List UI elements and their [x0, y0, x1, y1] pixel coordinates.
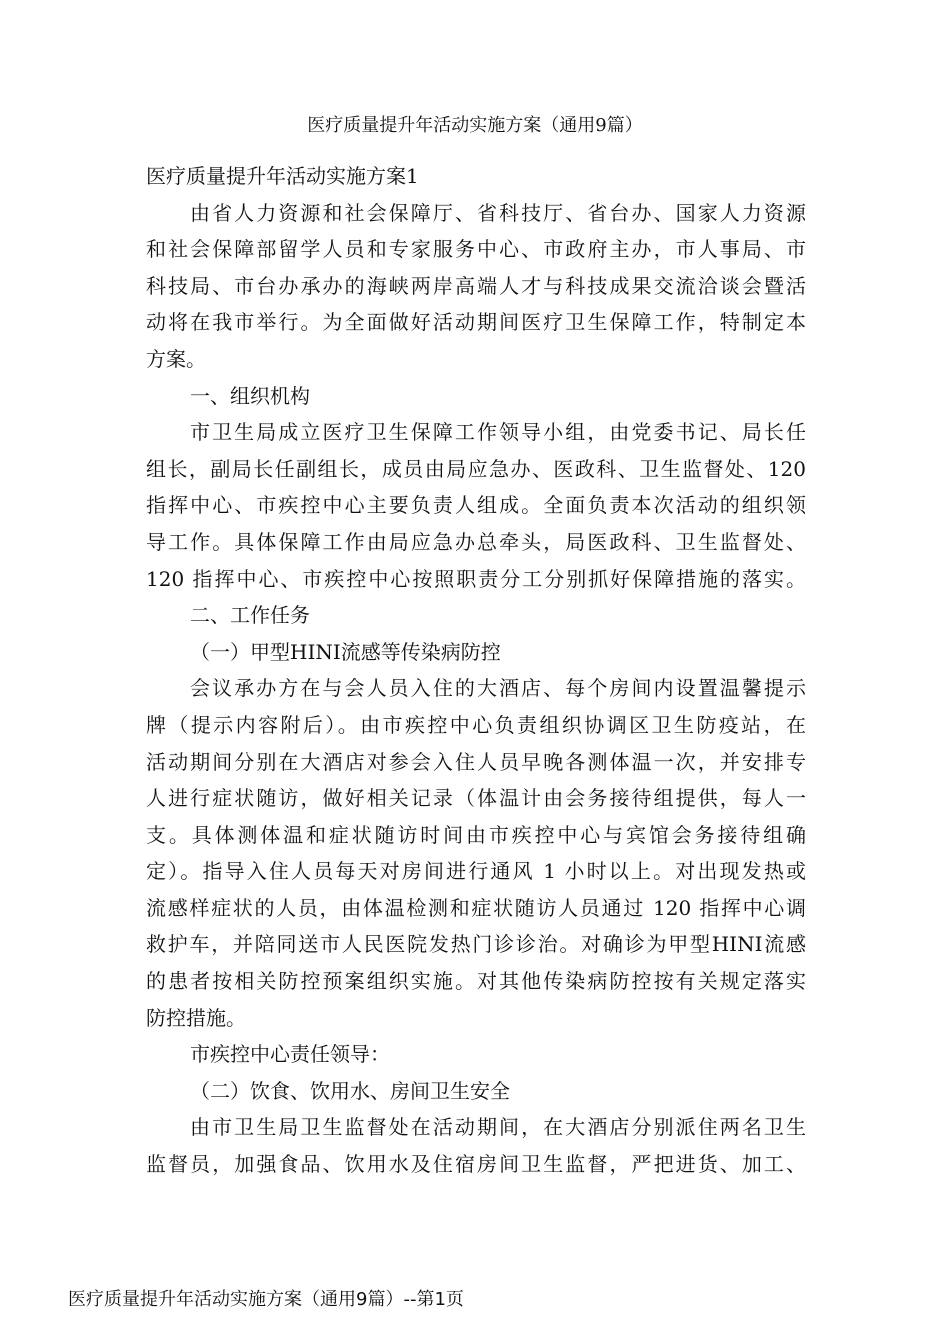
- text-line: 动将在我市举行。为全面做好活动期间医疗卫生保障工作，特制定本: [146, 310, 806, 335]
- text-line: 医疗质量提升年活动实施方案1: [146, 164, 419, 188]
- text-line: 由市卫生局卫生监督处在活动期间，在大酒店分别派住两名卫生: [190, 1115, 806, 1140]
- text-line: （一）甲型HINI流感等传染病防控: [190, 639, 501, 664]
- text-line: 由省人力资源和社会保障厅、省科技厅、省台办、国家人力资源: [190, 200, 806, 225]
- text-line: 二、工作任务: [190, 603, 310, 628]
- document-body: [146, 158, 806, 1183]
- text-line: 市疾控中心责任领导：: [190, 1042, 390, 1067]
- text-line: 定）。指导入住人员每天对房间进行通风 1 小时以上。对出现发热或: [146, 859, 806, 884]
- text-line: 组长，副局长任副组长，成员由局应急办、医政科、卫生监督处、120: [146, 456, 806, 481]
- text-line: 120 指挥中心、市疾控中心按照职责分工分别抓好保障措施的落实。: [146, 566, 806, 591]
- document-title: 医疗质量提升年活动实施方案（通用9篇）: [307, 115, 643, 136]
- text-line: 监督员，加强食品、饮用水及住宿房间卫生监督，严把进货、加工、: [146, 1152, 806, 1177]
- text-line: 的患者按相关防控预案组织实施。对其他传染病防控按有关规定落实: [146, 969, 806, 994]
- text-line: 支。具体测体温和症状随访时间由市疾控中心与宾馆会务接待组确: [146, 822, 806, 847]
- text-line: 救护车，并陪同送市人民医院发热门诊诊治。对确诊为甲型HINI流感: [146, 932, 806, 957]
- text-line: 市卫生局成立医疗卫生保障工作领导小组，由党委书记、局长任: [190, 420, 806, 445]
- text-line: 流感样症状的人员，由体温检测和症状随访人员通过 120 指挥中心调: [146, 895, 806, 920]
- text-line: 活动期间分别在大酒店对参会入住人员早晚各测体温一次，并安排专: [146, 749, 806, 774]
- text-line: 一、组织机构: [190, 383, 310, 408]
- page-footer: 医疗质量提升年活动实施方案（通用9篇）--第1页: [68, 1289, 464, 1310]
- text-line: 防控措施。: [146, 1005, 246, 1030]
- text-line: 科技局、市台办承办的海峡两岸高端人才与科技成果交流洽谈会暨活: [146, 273, 806, 298]
- text-line: 导工作。具体保障工作由局应急办总牵头，局医政科、卫生监督处、: [146, 529, 806, 554]
- text-line: 和社会保障部留学人员和专家服务中心、市政府主办，市人事局、市: [146, 237, 806, 262]
- text-line: 指挥中心、市疾控中心主要负责人组成。全面负责本次活动的组织领: [146, 493, 806, 518]
- text-line: 会议承办方在与会人员入住的大酒店、每个房间内设置温馨提示: [190, 676, 806, 701]
- text-line: 牌（提示内容附后）。由市疾控中心负责组织协调区卫生防疫站，在: [146, 712, 806, 737]
- text-line: 方案。: [146, 346, 206, 371]
- text-line: 人进行症状随访，做好相关记录（体温计由会务接待组提供，每人一: [146, 786, 806, 811]
- text-line: （二）饮食、饮用水、房间卫生安全: [190, 1078, 510, 1103]
